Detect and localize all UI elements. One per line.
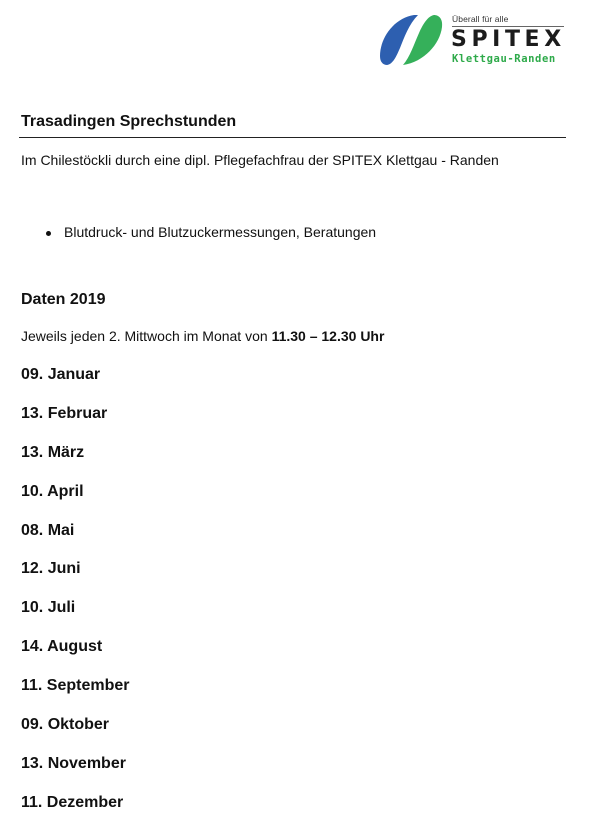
date-item: 09. Oktober	[21, 716, 110, 734]
bullet-icon	[46, 231, 51, 236]
date-item: 14. August	[21, 638, 103, 656]
schedule-text	[21, 328, 384, 344]
intro-text: Im Chilestöckli durch eine dipl. Pflegefachfrau der SPITEX Klettgau - Randen	[21, 152, 499, 168]
date-item: 08. Mai	[21, 521, 75, 539]
date-item: 11. September	[21, 677, 130, 695]
schedule-time: 11.30 – 12.30 Uhr	[271, 328, 385, 344]
date-item: 09. Januar	[21, 366, 101, 383]
logo-subtitle: Klettgau-Randen	[452, 53, 556, 65]
date-item: 12. Juni	[21, 560, 81, 578]
date-item: 13. März	[21, 443, 85, 461]
list-item-text: Blutdruck- und Blutzuckermessungen, Beratungen	[64, 224, 377, 240]
schedule-prefix: Jeweils jeden 2. Mittwoch im Monat von	[21, 328, 272, 344]
page-title: Trasadingen Sprechstunden	[21, 113, 237, 130]
date-item: 11. Dezember	[21, 793, 124, 811]
list-item	[44, 224, 376, 240]
spitex-logo	[378, 12, 568, 72]
logo-wordmark: SPITEX	[451, 27, 566, 52]
heading-rule	[19, 137, 566, 138]
date-list	[21, 364, 130, 831]
service-list	[44, 224, 376, 240]
dates-title: Daten 2019	[21, 291, 106, 308]
date-item: 13. Februar	[21, 404, 108, 422]
logo-tagline: Überall für alle	[452, 14, 509, 24]
date-item: 10. April	[21, 482, 84, 500]
spitex-swoosh-icon	[378, 12, 450, 68]
date-item: 13. November	[21, 754, 126, 772]
date-item: 10. Juli	[21, 599, 76, 617]
